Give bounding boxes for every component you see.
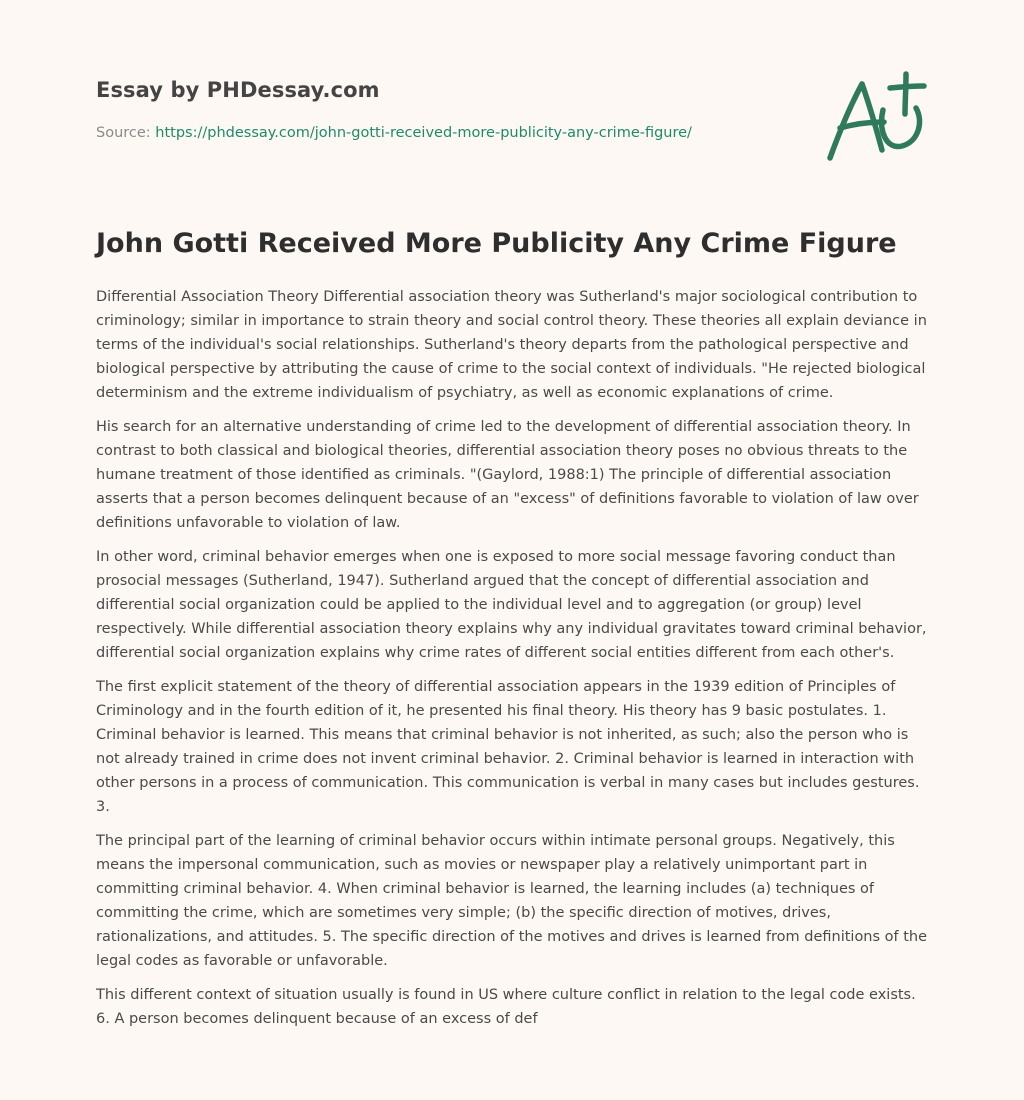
essay-title: John Gotti Received More Publicity Any Crime Figure	[96, 228, 897, 259]
essay-paragraph-4: The first explicit statement of the theory of differential association appears in the 1939 edition of Principles of Criminology and in the fourth edition of it, he presented his final theory. His theory has 9 basic postulates. 1. Criminal behavior is learned. This means that criminal behavior is not inherited, as such; also the person who is not already trained in crime does not invent criminal behavior. 2. Criminal behavior is learned in interaction with other persons in a process of communication. This communication is verbal in many cases but includes gestures. 3.	[96, 679, 920, 815]
source-link[interactable]: https://phdessay.com/john-gotti-received-more-publicity-any-crime-figure/	[155, 125, 692, 141]
site-brand: Essay by PHDessay.com	[96, 78, 380, 102]
a-plus-grade-icon	[820, 66, 930, 166]
essay-body	[96, 285, 932, 1041]
essay-paragraph-2: His search for an alternative understanding of crime led to the development of differential association theory. In contrast to both classical and biological theories, differential association theory poses no obvious threats to the humane treatment of those identified as criminals. "(Gaylord, 1988:1) The principle of differential association asserts that a person becomes delinquent because of an "excess" of definitions favorable to violation of law over definitions unfavorable to violation of law.	[96, 419, 919, 531]
essay-paragraph-5: The principal part of the learning of criminal behavior occurs within intimate personal groups. Negatively, this means the impersonal communication, such as movies or newspaper play a relatively unimportant part in committing criminal behavior. 4. When criminal behavior is learned, the learning includes (a) techniques of committing the crime, which are sometimes very simple; (b) the specific direction of motives, drives, rationalizations, and attitudes. 5. The specific direction of the motives and drives is learned from definitions of the legal codes as favorable or unfavorable.	[96, 833, 928, 969]
source-line	[96, 123, 796, 143]
essay-header	[96, 76, 796, 143]
essay-paragraph-6: This different context of situation usually is found in US where culture conflict in relation to the legal code exists. 6. A person becomes delinquent because of an excess of def	[96, 987, 916, 1027]
essay-paragraph-1: Differential Association Theory Differential association theory was Sutherland's major sociological contribution to criminology; similar in importance to strain theory and social control theory. These theories all explain deviance in terms of the individual's social relationships. Sutherland's theory departs from the pathological perspective and biological perspective by attributing the cause of crime to the social context of individuals. "He rejected biological determinism and the extreme individualism of psychiatry, as well as economic explanations of crime.	[96, 289, 927, 401]
essay-paragraph-3: In other word, criminal behavior emerges when one is exposed to more social message favoring conduct than prosocial messages (Sutherland, 1947). Sutherland argued that the concept of differential association and differential social organization could be applied to the individual level and to aggregation (or group) level respectively. While differential association theory explains why any individual gravitates toward criminal behavior, differential social organization explains why crime rates of different social entities different from each other's.	[96, 549, 927, 661]
source-label: Source:	[96, 125, 151, 141]
